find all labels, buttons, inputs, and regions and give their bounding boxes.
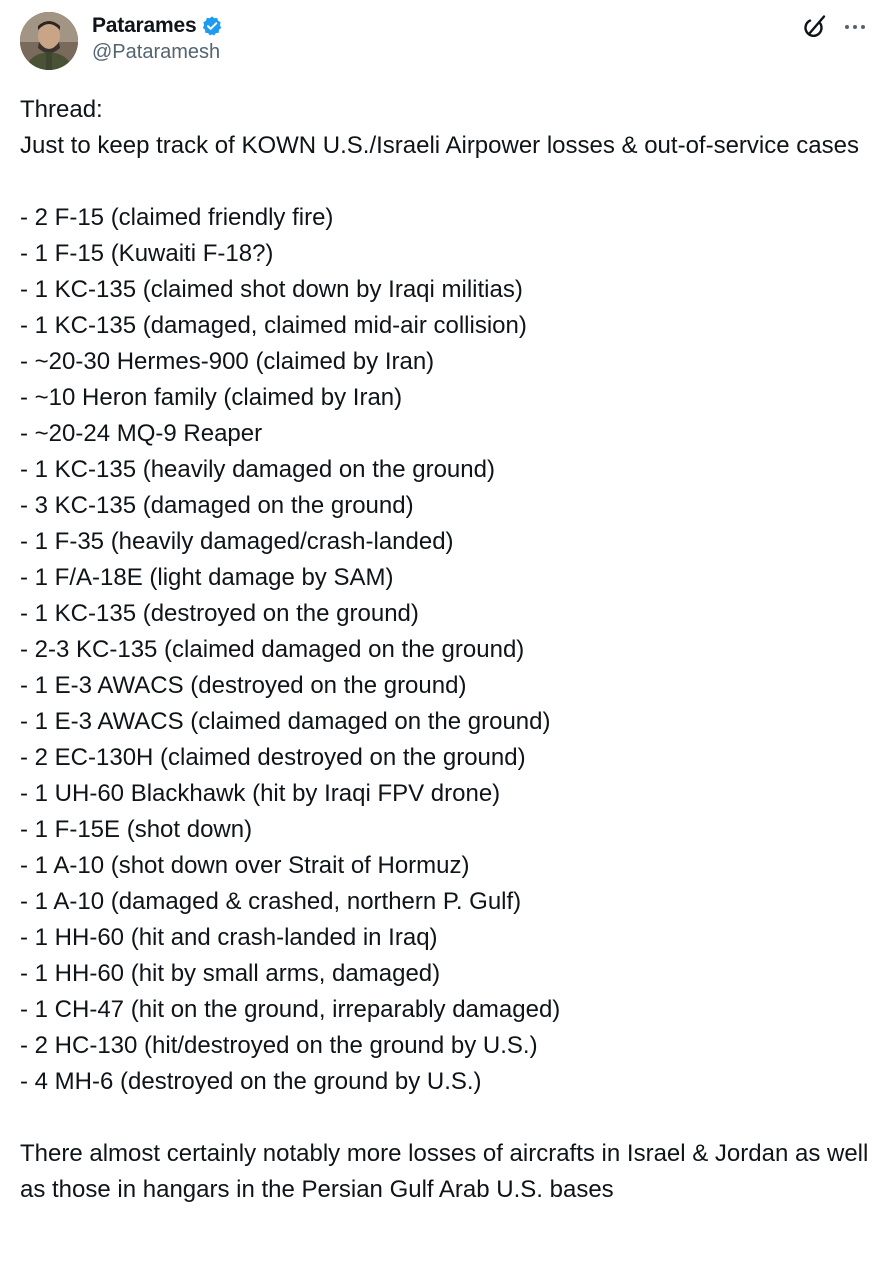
list-item: - 2 F-15 (claimed friendly fire) <box>20 204 334 231</box>
list-item: - 1 HH-60 (hit by small arms, damaged) <box>20 960 441 987</box>
list-item: - 1 F-35 (heavily damaged/crash-landed) <box>20 528 454 555</box>
list-item: - 1 CH-47 (hit on the ground, irreparably damaged) <box>20 996 561 1023</box>
list-item: - 1 F-15 (Kuwaiti F-18?) <box>20 240 274 267</box>
author-handle[interactable]: @Pataramesh <box>92 41 221 63</box>
list-item: - ~20-30 Hermes-900 (claimed by Iran) <box>20 348 435 375</box>
list-item: - 1 HH-60 (hit and crash-landed in Iraq) <box>20 924 438 951</box>
post-intro: Just to keep track of KOWN U.S./Israeli Airpower losses & out-of-service cases <box>20 132 859 159</box>
author-names <box>92 13 223 64</box>
list-item: - 2 EC-130H (claimed destroyed on the ground) <box>20 744 526 771</box>
list-item: - 1 KC-135 (damaged, claimed mid-air collision) <box>20 312 527 339</box>
list-item: - 4 MH-6 (destroyed on the ground by U.S.) <box>20 1068 482 1095</box>
more-icon[interactable] <box>842 14 868 40</box>
list-item: - 1 UH-60 Blackhawk (hit by Iraqi FPV drone) <box>20 780 501 807</box>
list-item: - 1 A-10 (damaged & crashed, northern P. Gulf) <box>20 888 522 915</box>
list-item: - 2-3 KC-135 (claimed damaged on the ground) <box>20 636 525 663</box>
list-item: - 1 A-10 (shot down over Strait of Hormuz) <box>20 852 470 879</box>
list-item: - 3 KC-135 (damaged on the ground) <box>20 492 414 519</box>
list-item: - ~10 Heron family (claimed by Iran) <box>20 384 403 411</box>
list-item: - 1 KC-135 (claimed shot down by Iraqi militias) <box>20 276 523 303</box>
list-item: - 1 F/A-18E (light damage by SAM) <box>20 564 394 591</box>
post-outro: There almost certainly notably more losses of aircrafts in Israel & Jordan as well as those in hangars in the Persian Gulf Arab U.S. bases <box>20 1140 869 1203</box>
list-item: - ~20-24 MQ-9 Reaper <box>20 420 263 447</box>
post-text <box>20 92 870 1208</box>
list-item: - 1 KC-135 (destroyed on the ground) <box>20 600 419 627</box>
list-item: - 2 HC-130 (hit/destroyed on the ground by U.S.) <box>20 1032 538 1059</box>
avatar-image <box>20 12 78 70</box>
grok-icon[interactable] <box>800 12 830 42</box>
display-name[interactable]: Patarames <box>92 14 197 37</box>
post-header <box>18 10 870 72</box>
loss-list <box>20 200 870 1100</box>
display-name-row <box>92 13 223 39</box>
list-item: - 1 E-3 AWACS (destroyed on the ground) <box>20 672 467 699</box>
header-actions <box>800 12 868 42</box>
post-heading: Thread: <box>20 96 103 123</box>
list-item: - 1 F-15E (shot down) <box>20 816 253 843</box>
list-item: - 1 KC-135 (heavily damaged on the ground) <box>20 456 495 483</box>
verified-badge-icon[interactable] <box>201 15 223 37</box>
blank-line <box>20 164 870 200</box>
list-item: - 1 E-3 AWACS (claimed damaged on the ground) <box>20 708 551 735</box>
avatar[interactable] <box>20 12 78 70</box>
